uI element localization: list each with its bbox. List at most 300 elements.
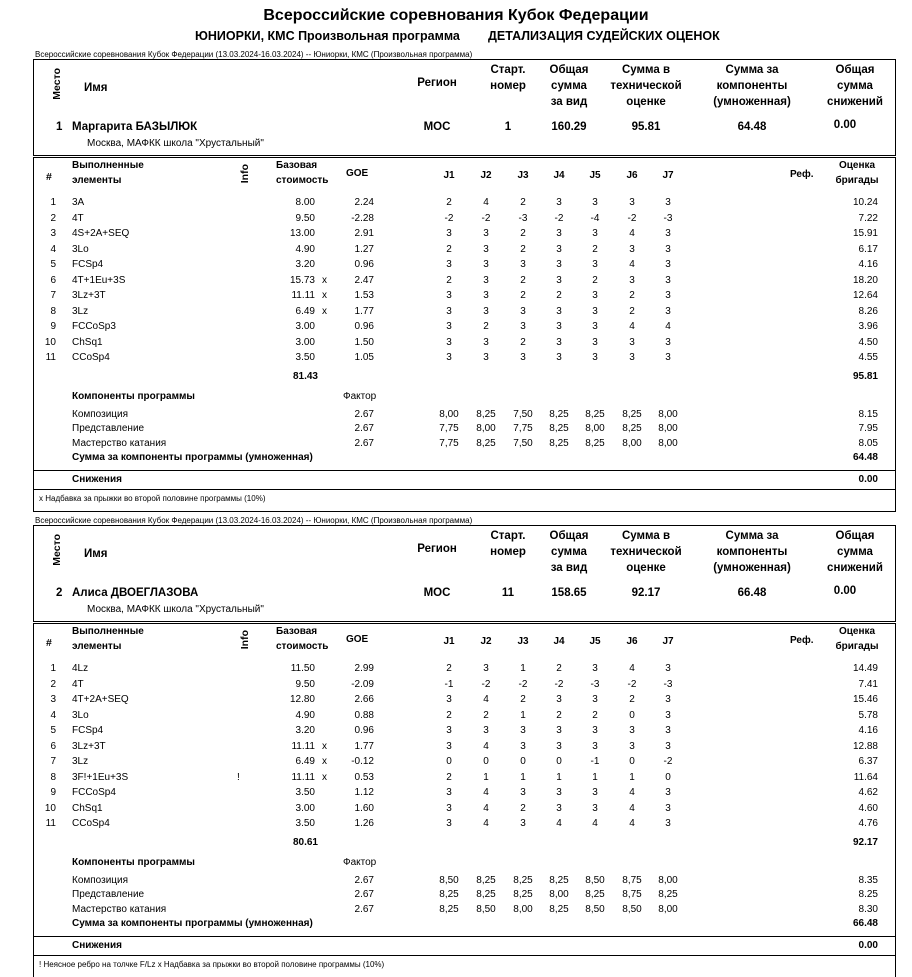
base-value-header-line: стоимость (276, 641, 329, 652)
judge-goe: 2 (446, 274, 452, 286)
factor-header: Фактор (343, 390, 377, 402)
judge-goe: 3 (665, 197, 671, 208)
judge-goe: 0 (629, 709, 635, 721)
element-number: 7 (50, 290, 56, 301)
tes-header-line: оценке (626, 96, 666, 108)
skater-section (0, 48, 912, 508)
judge-goe: -2 (554, 212, 564, 224)
element-number: 4 (50, 243, 56, 255)
judge-goe: 3 (483, 274, 489, 286)
judge-header: J7 (662, 636, 674, 647)
judge-component: 8,25 (585, 437, 605, 449)
skater-pcs: 66.48 (737, 587, 767, 599)
element-number: 11 (45, 818, 56, 829)
components-title: Компоненты программы (72, 390, 195, 402)
judge-goe: 1 (520, 709, 526, 721)
element-number: 4 (50, 709, 56, 721)
element-code: 4T (72, 678, 84, 690)
judge-goe: -2 (481, 212, 491, 224)
component-name: Мастерство катания (72, 903, 167, 915)
total-score-header-line: Общая (549, 64, 589, 76)
element-goe: 1.26 (354, 818, 374, 829)
elements-header-line: Выполненные (72, 626, 144, 637)
element-code: CCoSp4 (72, 818, 110, 829)
element-goe: 1.77 (354, 740, 374, 752)
component-factor: 2.67 (354, 874, 374, 886)
judge-goe: 1 (592, 771, 598, 783)
panel-score-header-line: бригады (835, 641, 879, 652)
element-row (0, 710, 912, 724)
element-goe: 0.53 (354, 771, 374, 783)
element-number: 9 (50, 321, 56, 332)
judge-goe: 0 (556, 756, 562, 767)
element-base-value: 15.73 (289, 274, 315, 286)
skater-section (0, 514, 912, 974)
region-header: Регион (417, 543, 457, 555)
judge-component: 8,75 (622, 874, 642, 886)
judge-goe: 0 (446, 756, 452, 767)
judge-goe: 3 (592, 352, 598, 363)
element-base-value: 3.50 (295, 352, 315, 363)
element-goe: 2.91 (354, 228, 374, 239)
element-bonus-marker: x (322, 756, 327, 767)
judge-goe: 3 (446, 725, 452, 736)
judge-goe: 3 (592, 694, 598, 705)
element-code: 4T (72, 212, 84, 224)
judge-header: J6 (626, 170, 638, 181)
judge-goe: -4 (590, 212, 600, 224)
deductions-total: 0.00 (858, 474, 878, 485)
deductions-label: Снижения (72, 940, 122, 951)
element-code: 3Lz+3T (72, 740, 106, 752)
judge-goe: 0 (629, 756, 635, 767)
element-panel-score: 5.78 (858, 709, 878, 721)
pcs-header-line: Сумма за (725, 530, 779, 542)
judge-goe: 2 (592, 243, 598, 255)
judge-header: J2 (480, 170, 492, 181)
judge-goe: 3 (446, 787, 452, 798)
judge-goe: 3 (446, 740, 452, 752)
judge-goe: 0 (483, 756, 489, 767)
judge-goe: 3 (446, 259, 452, 270)
pcs-total: 66.48 (852, 918, 878, 929)
document-title: Всероссийские соревнования Кубок Федерации (263, 7, 649, 24)
skater-start-number: 1 (504, 121, 512, 133)
judge-component: 8,25 (622, 408, 642, 420)
panel-score-header-line: Оценка (838, 160, 876, 171)
judge-header: J6 (626, 636, 638, 647)
judge-goe: 2 (520, 802, 526, 814)
total-score-header-line: за вид (550, 96, 588, 108)
judge-goe: 3 (592, 802, 598, 814)
judge-goe: 3 (520, 740, 526, 752)
component-row (0, 438, 912, 452)
judge-goe: 4 (629, 663, 635, 674)
element-goe: 0.88 (354, 709, 374, 721)
judge-component: 8,00 (439, 408, 459, 420)
judge-goe: 2 (520, 197, 526, 208)
element-panel-score: 12.88 (852, 740, 878, 752)
judge-goe: 3 (520, 352, 526, 363)
judge-goe: 0 (665, 771, 671, 783)
judge-goe: 2 (446, 197, 452, 208)
pcs-header-line: (умноженная) (713, 96, 791, 108)
judge-goe: 3 (483, 243, 489, 255)
element-panel-score: 7.22 (858, 212, 878, 224)
base-value-total: 81.43 (292, 370, 318, 382)
element-base-value: 3.50 (295, 787, 315, 798)
judge-component: 8,25 (513, 889, 533, 900)
element-number: 7 (50, 756, 56, 767)
judge-goe: 3 (556, 243, 562, 255)
element-row (0, 679, 912, 693)
element-bonus-marker: x (322, 740, 327, 752)
info-header: Info (239, 164, 251, 184)
skater-club: Москва, МАФКК школа "Хрустальный" (87, 138, 264, 149)
judge-goe: 3 (483, 336, 489, 348)
judge-goe: 3 (592, 197, 598, 208)
element-row (0, 306, 912, 320)
judge-goe: 3 (665, 725, 671, 736)
judge-component: 7,75 (513, 423, 533, 434)
judge-goe: -3 (590, 678, 600, 690)
element-panel-score: 4.76 (858, 818, 878, 829)
judge-goe: 3 (665, 259, 671, 270)
judge-goe: 3 (592, 228, 598, 239)
judge-goe: 3 (446, 305, 452, 317)
tes-header-line: технической (610, 546, 682, 558)
judge-goe: 4 (629, 259, 635, 270)
total-score-header-line: сумма (551, 80, 587, 92)
element-row (0, 244, 912, 258)
judge-goe: 3 (520, 725, 526, 736)
component-row (0, 904, 912, 918)
judge-goe: 3 (483, 228, 489, 239)
judge-goe: 4 (556, 818, 562, 829)
element-code: FCSp4 (72, 259, 104, 270)
region-header: Регион (417, 77, 457, 89)
judge-goe: 3 (592, 663, 598, 674)
pcs-header-line: компоненты (716, 80, 788, 92)
element-base-value: 11.11 (291, 290, 315, 301)
judge-component: 7,75 (439, 437, 459, 449)
judge-goe: 3 (556, 197, 562, 208)
element-row (0, 321, 912, 335)
goe-header: GOE (346, 634, 369, 645)
judge-goe: 3 (556, 305, 562, 317)
info-header: Info (239, 630, 251, 650)
judge-goe: 2 (592, 274, 598, 286)
element-row (0, 741, 912, 755)
element-number: 3 (50, 228, 56, 239)
element-goe: 0.96 (354, 321, 374, 332)
component-factor: 2.67 (354, 423, 374, 434)
element-number: 11 (45, 352, 56, 363)
judge-goe: 2 (446, 709, 452, 721)
judge-goe: 3 (556, 802, 562, 814)
tes-total: 92.17 (852, 836, 878, 848)
judge-goe: 3 (665, 305, 671, 317)
judge-header: J1 (443, 636, 455, 647)
tes-header-line: технической (610, 80, 682, 92)
element-goe: 1.77 (354, 305, 374, 317)
judge-goe: 4 (629, 818, 635, 829)
place-header: Место (51, 68, 63, 100)
element-goe: 1.05 (354, 352, 374, 363)
element-panel-score: 14.49 (852, 663, 878, 674)
start-number-header-line: номер (490, 80, 526, 92)
pcs-header-line: Сумма за (725, 64, 779, 76)
element-base-value: 3.50 (295, 818, 315, 829)
judge-component: 8,25 (585, 408, 605, 420)
judge-goe: -2 (518, 678, 528, 690)
element-panel-score: 10.24 (852, 197, 878, 208)
judge-component: 8,00 (549, 889, 569, 900)
judge-goe: 3 (665, 787, 671, 798)
skater-tes: 95.81 (631, 121, 661, 133)
judge-goe: 3 (556, 274, 562, 286)
judge-goe: 3 (520, 305, 526, 317)
judge-goe: 3 (446, 228, 452, 239)
element-row (0, 259, 912, 273)
element-base-value: 11.11 (291, 740, 315, 752)
component-factor: 2.67 (354, 889, 374, 900)
judge-goe: 4 (483, 694, 489, 705)
element-code: FCCoSp4 (72, 787, 116, 798)
judge-goe: 4 (665, 321, 671, 332)
judge-goe: 4 (629, 802, 635, 814)
judge-header: J2 (480, 636, 492, 647)
judge-goe: 4 (483, 197, 489, 208)
element-row (0, 756, 912, 770)
element-row (0, 290, 912, 304)
judge-component: 8,25 (549, 408, 569, 420)
component-row (0, 423, 912, 437)
judge-goe: 3 (629, 336, 635, 348)
tes-header-line: оценке (626, 562, 666, 574)
element-bonus-marker: x (322, 771, 327, 783)
judge-goe: 4 (592, 818, 598, 829)
judge-goe: 2 (446, 663, 452, 674)
deductions-box (33, 936, 896, 956)
element-base-value: 6.49 (295, 756, 315, 767)
judge-component: 8,25 (549, 874, 569, 886)
judge-header: J1 (443, 170, 455, 181)
element-code: 3F!+1Eu+3S (72, 771, 129, 783)
judge-goe: 3 (592, 305, 598, 317)
element-base-value: 3.00 (295, 802, 315, 814)
element-row (0, 352, 912, 366)
element-goe: 2.66 (354, 694, 374, 705)
element-panel-score: 15.46 (852, 694, 878, 705)
element-panel-score: 6.37 (858, 756, 878, 767)
factor-header: Фактор (343, 856, 377, 868)
name-header: Имя (84, 82, 108, 94)
skater-place: 2 (56, 587, 63, 599)
element-number: 2 (50, 678, 56, 690)
judge-goe: 2 (520, 228, 526, 239)
tes-total: 95.81 (852, 370, 878, 382)
judge-goe: 3 (665, 228, 671, 239)
element-base-value: 4.90 (295, 709, 315, 721)
component-name: Представление (72, 423, 145, 434)
skater-total-score: 160.29 (551, 121, 587, 133)
judge-component: 7,50 (513, 437, 533, 449)
judge-component: 8,25 (513, 874, 533, 886)
elements-header-line: элементы (72, 175, 122, 186)
report-title: ДЕТАЛИЗАЦИЯ СУДЕЙСКИХ ОЦЕНОК (488, 29, 720, 43)
judge-goe: 3 (592, 321, 598, 332)
skater-place: 1 (56, 121, 63, 133)
element-panel-score: 3.96 (858, 321, 878, 332)
judge-goe: 3 (592, 787, 598, 798)
skater-deductions: 0.00 (833, 119, 857, 131)
judge-component: 8,75 (622, 889, 642, 900)
component-row (0, 409, 912, 423)
judge-goe: 3 (483, 725, 489, 736)
element-base-value: 8.00 (295, 197, 315, 208)
element-num-header: # (46, 637, 52, 649)
element-row (0, 818, 912, 832)
judge-goe: 3 (629, 243, 635, 255)
component-panel-score: 8.30 (858, 903, 878, 915)
deductions-box (33, 470, 896, 490)
judge-component: 8,00 (476, 423, 496, 434)
pcs-sum-label: Сумма за компоненты программы (умноженная) (72, 918, 313, 929)
event-caption: Всероссийские соревнования Кубок Федерации (13.03.2024-16.03.2024) -- Юниорки, КМС (Произвольная программа) (35, 516, 473, 525)
element-code: 3Lz (72, 756, 89, 767)
judge-goe: 3 (665, 290, 671, 301)
element-code: FCCoSp3 (72, 321, 116, 332)
element-row (0, 772, 912, 786)
pcs-header-line: (умноженная) (713, 562, 791, 574)
element-base-value: 11.50 (290, 663, 315, 674)
pcs-header-line: компоненты (716, 546, 788, 558)
element-panel-score: 7.41 (858, 678, 878, 690)
judge-goe: 2 (629, 694, 635, 705)
element-code: 4S+2A+SEQ (72, 228, 130, 239)
judge-goe: 2 (520, 336, 526, 348)
element-base-value: 3.00 (295, 321, 315, 332)
judge-header: J5 (589, 636, 601, 647)
deductions-total: 0.00 (858, 940, 878, 951)
skater-club: Москва, МАФКК школа "Хрустальный" (87, 604, 264, 615)
element-base-value: 3.00 (295, 336, 315, 348)
judge-goe: 3 (629, 740, 635, 752)
judge-component: 8,50 (476, 903, 496, 915)
judge-header: J3 (517, 636, 529, 647)
element-num-header: # (46, 171, 52, 183)
element-number: 6 (50, 740, 56, 752)
judge-header: J4 (553, 170, 565, 181)
element-panel-score: 4.55 (858, 352, 878, 363)
element-base-value: 6.49 (295, 305, 315, 317)
footnote: x Надбавка за прыжки во второй половине программы (10%) (39, 494, 266, 503)
judge-goe: 2 (520, 243, 526, 255)
judge-goe: 4 (483, 802, 489, 814)
footnote: ! Неясное ребро на толчке F/Lz x Надбавка за прыжки во второй половине программы (10%) (39, 960, 385, 969)
component-panel-score: 8.25 (858, 889, 878, 900)
element-goe: 1.50 (354, 336, 374, 348)
judge-goe: 4 (629, 787, 635, 798)
component-row (0, 889, 912, 903)
total-score-header-line: сумма (551, 546, 587, 558)
judge-goe: -3 (663, 678, 673, 690)
judge-goe: 3 (665, 709, 671, 721)
judge-goe: -3 (663, 212, 673, 224)
element-code: 3Lo (72, 709, 89, 721)
judge-goe: 4 (629, 321, 635, 332)
element-number: 1 (50, 197, 56, 208)
judge-goe: 2 (483, 321, 489, 332)
judge-component: 8,50 (585, 903, 605, 915)
judge-goe: 3 (665, 802, 671, 814)
element-panel-score: 4.50 (858, 336, 878, 348)
judge-goe: -2 (627, 212, 637, 224)
deductions-header-line: Общая (835, 64, 875, 76)
goe-header: GOE (346, 168, 369, 179)
judge-goe: 3 (665, 740, 671, 752)
judge-goe: 3 (483, 352, 489, 363)
judge-goe: 3 (446, 336, 452, 348)
judge-goe: 3 (592, 336, 598, 348)
judge-goe: -1 (590, 756, 600, 767)
judge-goe: 2 (446, 771, 452, 783)
element-row (0, 803, 912, 817)
judge-component: 7,50 (513, 408, 533, 420)
judge-goe: 3 (446, 694, 452, 705)
total-score-header-line: Общая (549, 530, 589, 542)
judge-goe: 3 (556, 725, 562, 736)
judge-component: 8,00 (658, 874, 678, 886)
deductions-header-line: сумма (837, 546, 873, 558)
element-goe: -0.12 (351, 756, 374, 767)
element-base-value: 9.50 (295, 212, 315, 224)
judge-goe: 4 (483, 787, 489, 798)
judge-goe: 3 (665, 818, 671, 829)
judge-goe: -1 (444, 678, 454, 690)
element-code: 3Lz (72, 305, 89, 317)
element-row (0, 337, 912, 351)
judge-goe: 3 (446, 802, 452, 814)
judge-component: 8,50 (439, 874, 459, 886)
judge-component: 8,00 (513, 903, 533, 915)
judge-component: 8,25 (658, 889, 678, 900)
element-panel-score: 4.16 (858, 725, 878, 736)
judge-goe: 3 (483, 259, 489, 270)
judge-goe: 2 (556, 290, 562, 301)
element-goe: 1.27 (354, 243, 374, 255)
element-base-value: 9.50 (295, 678, 315, 690)
judge-goe: 1 (556, 771, 562, 783)
judge-goe: 0 (520, 756, 526, 767)
element-panel-score: 6.17 (858, 243, 878, 255)
judge-component: 8,25 (585, 889, 605, 900)
judge-goe: 3 (665, 352, 671, 363)
element-code: 4T+2A+SEQ (72, 694, 129, 705)
component-name: Представление (72, 889, 145, 900)
element-panel-score: 4.16 (858, 259, 878, 270)
judge-goe: 3 (556, 740, 562, 752)
element-goe: 1.12 (354, 787, 374, 798)
component-factor: 2.67 (354, 437, 374, 449)
judge-goe: 1 (483, 771, 489, 783)
element-base-value: 13.00 (289, 228, 315, 239)
judge-component: 8,00 (658, 423, 678, 434)
element-info: ! (237, 771, 240, 783)
skater-pcs: 64.48 (737, 121, 767, 133)
judge-goe: 2 (556, 663, 562, 674)
